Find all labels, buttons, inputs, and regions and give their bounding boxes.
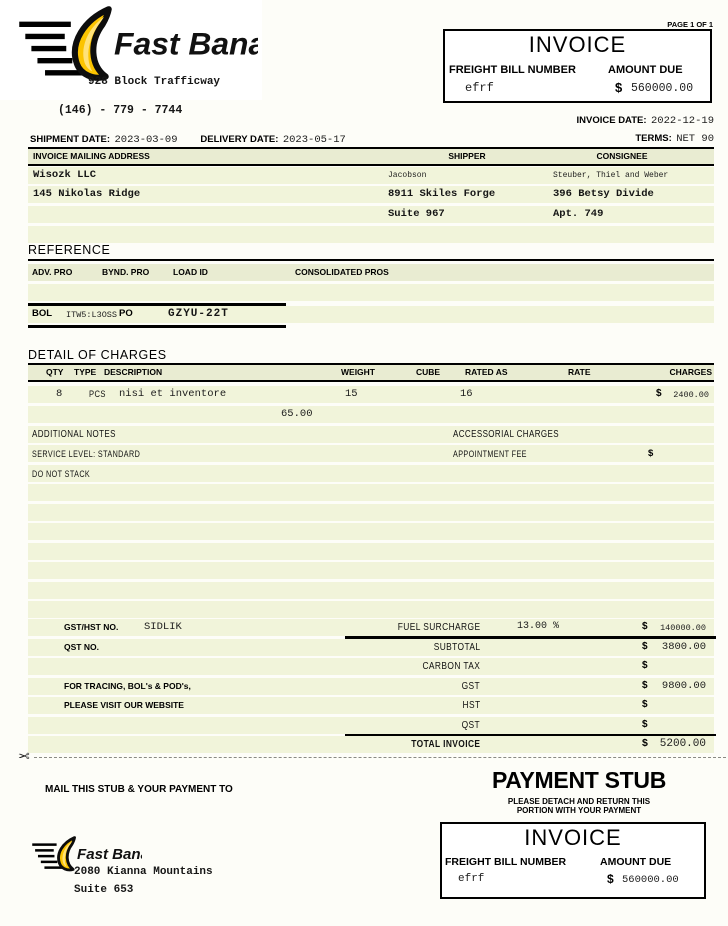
fuel-surcharge-label: FUEL SURCHARGE [397,621,480,633]
charge-rated-as: 16 [460,388,473,400]
gst-amount: 9800.00 [661,679,706,692]
company-phone: (146) - 779 - 7744 [58,104,183,117]
stub-invoice-title: INVOICE [524,825,622,850]
reference-empty-row [28,284,714,301]
adv-pro-header: ADV. PRO [32,267,73,277]
gst-hst-no-value: SIDLIK [144,621,182,633]
amount-due-value: 560000.00 [631,82,694,95]
invoice-summary-box [443,29,712,103]
parties-row-4 [28,226,714,243]
invoice-box-title: INVOICE [528,32,627,57]
shipper-name: Jacobson [388,171,427,180]
load-id-header: LOAD ID [173,267,208,277]
terms-label: TERMS: [635,133,672,144]
bol-bottom-line [28,325,286,328]
mailing-name: Wisozk LLC [33,169,97,181]
currency-sign: $ [642,660,648,671]
parties-row-3 [28,206,714,223]
reference-header-row [28,264,714,281]
subtotal-label: SUBTOTAL [433,640,480,653]
mailing-address-line: 145 Nikolas Ridge [33,188,141,200]
invoice-date-line [577,110,715,128]
total-invoice-row [28,736,714,753]
consignee-address-line2: Apt. 749 [553,208,604,220]
cube-header: CUBE [416,367,441,377]
mailing-address-header: INVOICE MAILING ADDRESS [33,151,150,161]
extra-weight-value: 65.00 [281,408,313,420]
parties-row-1 [28,167,714,184]
fuel-surcharge-rate: 13.00 % [517,621,560,632]
additional-notes-label: ADDITIONAL NOTES [32,428,116,440]
currency-sign: $ [642,737,648,749]
company-address: 928 Block Trafficway [88,76,221,88]
do-not-stack-row [28,465,714,482]
page-number: PAGE 1 OF 1 [667,20,713,29]
appointment-fee-currency: $ [648,448,654,459]
stub-invoice-box [440,822,706,899]
amount-due-label: AMOUNT DUE [608,64,683,76]
consolidated-pros-header: CONSOLIDATED PROS [295,267,389,277]
bol-value: ITW5:L3OSS [66,310,118,320]
payment-stub-title: PAYMENT STUB [491,767,667,793]
qst-row [28,717,714,734]
notes-header-row [28,426,714,443]
empty-row [28,543,714,560]
charge-line-row [28,386,714,403]
terms-line [635,128,714,146]
reference-underline [28,259,714,262]
total-invoice-label: TOTAL INVOICE [410,738,480,750]
stub-amount-due-label: AMOUNT DUE [600,856,672,868]
subtotal-row [28,639,714,656]
freight-bill-label: FREIGHT BILL NUMBER [449,64,576,76]
delivery-date-value: 2023-05-17 [282,134,346,146]
carbon-tax-label: CARBON TAX [422,660,480,672]
service-level-value: SERVICE LEVEL: STANDARD [32,449,141,459]
rated-as-header: RATED AS [465,367,508,377]
stub-note-line1: PLEASE DETACH AND RETURN THIS [507,797,651,806]
company-logo [8,6,258,82]
po-label: PO [119,308,133,319]
stub-freight-bill-label: FREIGHT BILL NUMBER [445,856,567,868]
scissors-icon: ✂ [18,748,30,764]
invoice-date-value: 2022-12-19 [650,115,714,127]
hst-row [28,697,714,714]
stub-address-line2: Suite 653 [74,884,134,896]
shipper-header: SHIPPER [448,151,486,161]
stub-amount-due-value: 560000.00 [622,874,679,886]
hst-label: HST [462,699,480,711]
extra-weight-row [28,406,714,423]
tracing-note-line2: PLEASE VISIT OUR WEBSITE [64,700,184,710]
stub-note-line2: PORTION WITH YOUR PAYMENT [516,806,642,815]
gst-label: GST [461,679,480,692]
currency-sign: $ [642,679,648,691]
shipment-date-label: SHIPMENT DATE: [30,134,111,145]
tracing-note-line1: FOR TRACING, BOL's & POD's, [64,680,191,691]
consignee-header: CONSIGNEE [596,151,648,161]
charge-qty: 8 [56,388,63,400]
rate-header: RATE [568,367,591,377]
mail-stub-label: MAIL THIS STUB & YOUR PAYMENT TO [45,784,233,795]
carbon-tax-row [28,658,714,675]
shipper-address-line: 8911 Skiles Forge [388,188,496,200]
empty-row [28,582,714,599]
charges-header: CHARGES [669,367,712,377]
shipment-dates-line [30,129,346,147]
terms-value: NET 90 [676,133,714,145]
total-invoice-amount: 5200.00 [659,738,706,750]
delivery-date-label: DELIVERY DATE: [200,134,279,145]
invoice-date-label: INVOICE DATE: [576,115,647,126]
empty-row [28,484,714,501]
charges-heading: DETAIL OF CHARGES [28,348,167,362]
consignee-name: Steuber, Thiel and Weber [553,171,669,180]
qst-no-label: QST NO. [64,641,99,652]
gst-row [28,678,714,695]
subtotal-amount: 3800.00 [661,640,706,653]
bynd-pro-header: BYND. PRO [102,267,150,277]
currency-sign: $ [642,718,648,730]
currency-sign: $ [642,640,648,652]
empty-row [28,523,714,540]
charges-header-row [28,363,714,382]
do-not-stack-label: DO NOT STACK [32,468,91,479]
type-header: TYPE [74,367,97,377]
po-value: GZYU-22T [168,308,229,320]
stub-currency-sign: $ [607,872,614,886]
charge-weight: 15 [345,388,358,400]
freight-bill-number: efrf [465,81,494,95]
parties-row-2 [28,186,714,203]
weight-header: WEIGHT [341,367,375,377]
gst-hst-no-label: GST/HST NO. [64,622,119,632]
reference-heading: REFERENCE [28,243,111,257]
shipper-address-line2: Suite 967 [388,208,445,220]
currency-sign: $ [642,699,648,710]
fuel-surcharge-amount: 140000.00 [660,623,706,633]
consignee-address-line: 396 Betsy Divide [553,188,654,200]
currency-sign: $ [615,80,623,95]
stub-freight-bill-number: efrf [458,873,485,885]
qty-header: QTY [46,367,64,377]
fuel-surcharge-row [28,619,714,636]
empty-row [28,601,714,618]
accessorial-charges-label: ACCESSORIAL CHARGES [453,428,559,440]
bol-label: BOL [32,308,53,319]
charge-type: PCS [89,389,106,400]
empty-row [28,504,714,521]
charge-description: nisi et inventore [119,388,227,400]
shipment-date-value: 2023-03-09 [114,134,178,146]
empty-row [28,562,714,579]
charge-amount: 2400.00 [673,390,709,400]
payment-stub-block [448,767,710,815]
service-level-row [28,445,714,462]
currency-sign: $ [642,621,648,632]
stub-address-line1: 2080 Kianna Mountains [74,866,213,878]
detach-dashed-line [34,757,726,758]
qst-label: QST [461,718,480,731]
appointment-fee-label: APPOINTMENT FEE [453,449,527,459]
parties-header-row [28,147,714,166]
bol-row [28,306,714,323]
description-header: DESCRIPTION [104,367,163,377]
charge-currency: $ [656,388,662,399]
